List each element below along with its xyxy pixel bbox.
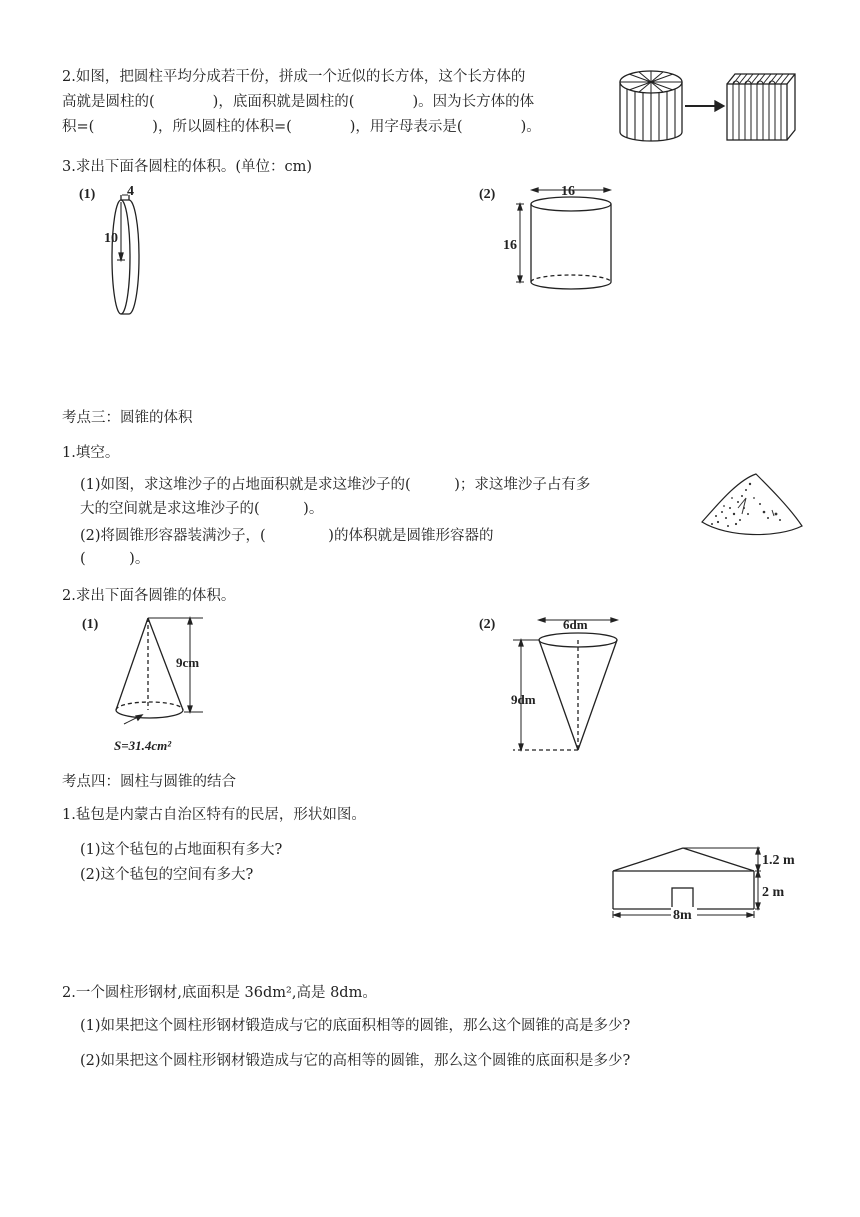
s3-fig2-diameter-label: 6dm — [563, 617, 588, 632]
q3-fig2-diameter-label: 16 — [561, 184, 575, 199]
s3-cone-2-figure — [475, 612, 635, 760]
q3-fig1-number: (1) — [79, 187, 96, 202]
s4-q1-b: (2)这个毡包的空间有多大? — [80, 867, 254, 883]
q2-line1: 2.如图，把圆柱平均分成若干份，拼成一个近似的长方体，这个长方体的 — [62, 69, 526, 85]
q3-cylinder-2-figure — [475, 178, 635, 298]
section-3-heading: 考点三：圆锥的体积 — [62, 410, 193, 426]
s3-q1-b-line2: ( )。 — [80, 551, 150, 567]
s4-q1-title: 1.毡包是内蒙古自治区特有的民居，形状如图。 — [62, 807, 366, 823]
yurt-wall-height-label: 2 m — [762, 885, 785, 900]
q3-cylinder-1-figure — [75, 180, 185, 325]
q2-line3: 积=( )，所以圆柱的体积=( )，用字母表示是( )。 — [62, 119, 541, 135]
q3-fig1-height-label: 10 — [104, 231, 118, 246]
s3-q1-title: 1.填空。 — [62, 445, 120, 461]
s3-fig2-height-label: 9dm — [511, 692, 536, 707]
s3-fig2-number: (2) — [479, 617, 496, 632]
s3-q1-a-line2: 大的空间就是求这堆沙子的( )。 — [80, 501, 324, 517]
s3-q1-a-line1: (1)如图，求这堆沙子的占地面积就是求这堆沙子的( )；求这堆沙子占有多 — [80, 477, 591, 493]
yurt-width-label: 8m — [673, 908, 692, 923]
s3-cone-1-figure — [78, 610, 228, 755]
s3-fig1-height-label: 9cm — [176, 655, 200, 670]
s3-fig1-number: (1) — [82, 617, 99, 632]
q3-fig1-width-label: 4 — [127, 184, 134, 199]
s3-q1-b-line1: (2)将圆锥形容器装满沙子，( )的体积就是圆锥形容器的 — [80, 528, 494, 544]
s4-q2-title: 2.一个圆柱形钢材,底面积是 36dm²,高是 8dm。 — [62, 985, 377, 1001]
sand-pile-figure — [698, 468, 806, 544]
cylinder-to-cuboid-figure — [615, 62, 805, 150]
yurt-figure — [605, 838, 820, 923]
s3-q2-title: 2.求出下面各圆锥的体积。 — [62, 588, 236, 604]
section-4-heading: 考点四：圆柱与圆锥的结合 — [62, 774, 236, 790]
s3-fig1-area-label: S=31.4cm² — [114, 738, 172, 753]
q3-title: 3.求出下面各圆柱的体积。(单位：cm) — [62, 159, 313, 175]
yurt-roof-height-label: 1.2 m — [762, 853, 795, 868]
s4-q2-a: (1)如果把这个圆柱形钢材锻造成与它的底面积相等的圆锥，那么这个圆锥的高是多少? — [80, 1018, 631, 1034]
s4-q1-a: (1)这个毡包的占地面积有多大? — [80, 842, 283, 858]
q3-fig2-number: (2) — [479, 187, 496, 202]
q3-fig2-height-label: 16 — [503, 238, 517, 253]
q2-line2: 高就是圆柱的( )，底面积就是圆柱的( )。因为长方体的体 — [62, 94, 535, 110]
s4-q2-b: (2)如果把这个圆柱形钢材锻造成与它的高相等的圆锥，那么这个圆锥的底面积是多少? — [80, 1053, 631, 1069]
